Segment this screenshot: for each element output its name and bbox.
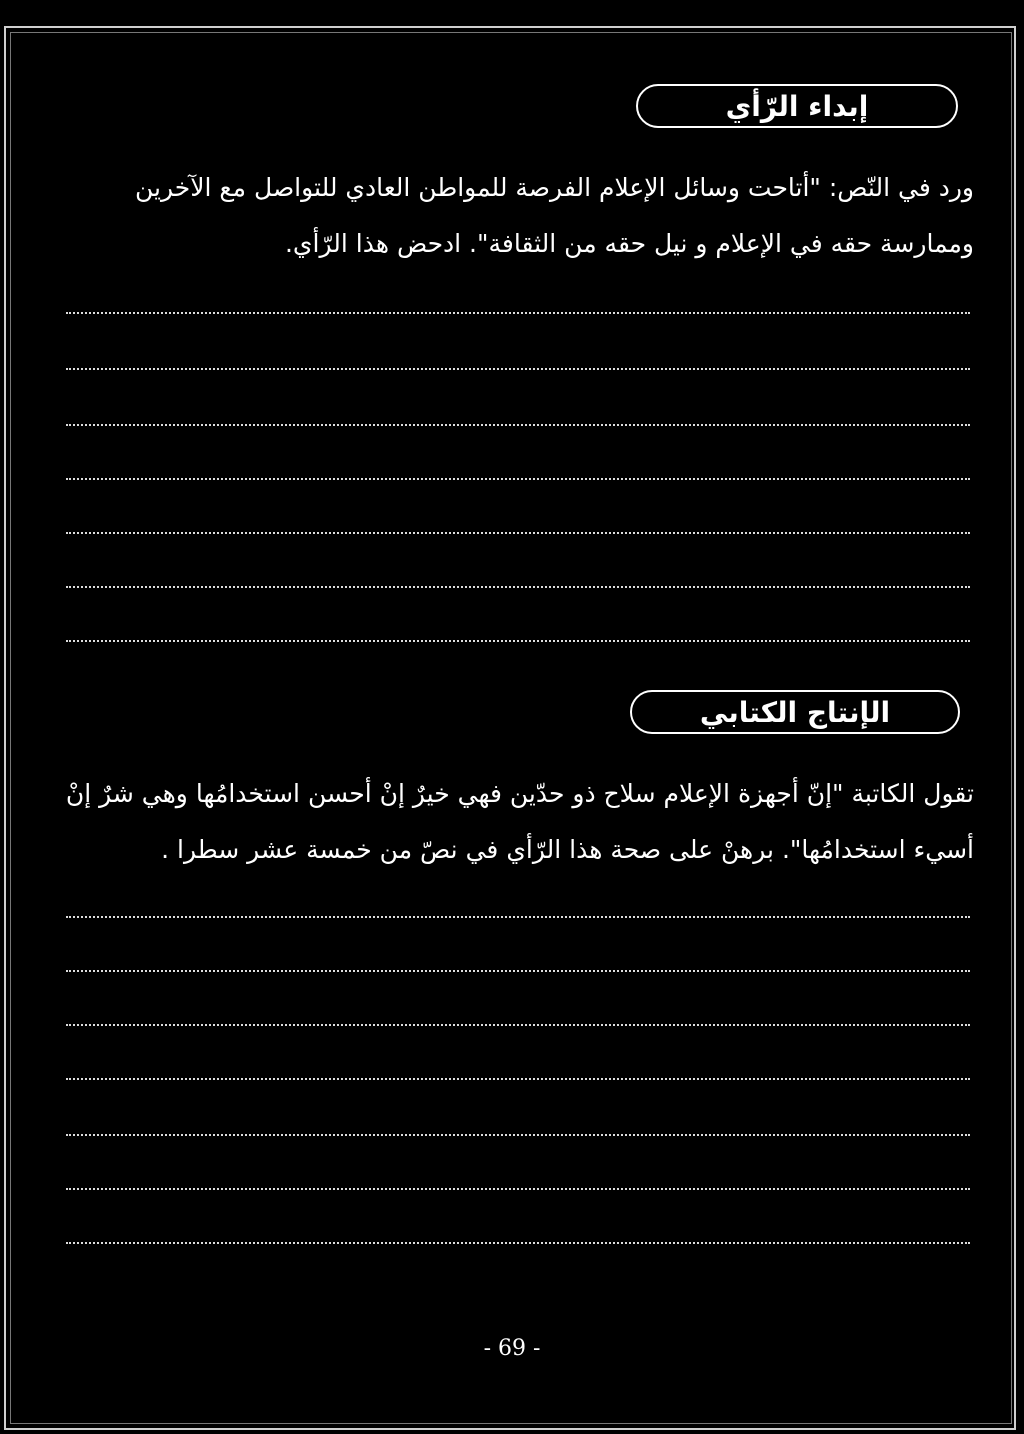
- answer-line[interactable]: [66, 424, 970, 426]
- answer-line[interactable]: [66, 1188, 970, 1190]
- answer-line[interactable]: [66, 640, 970, 642]
- prompt-line: أسيء استخدامُها". برهنْ على صحة هذا الرّأي في نصّ من خمسة عشر سطرا .: [161, 835, 974, 864]
- section-heading-writing: الإنتاج الكتابي: [630, 690, 960, 734]
- section-heading-opinion: إبداء الرّأي: [636, 84, 958, 128]
- answer-line[interactable]: [66, 368, 970, 370]
- page-number: - 69 -: [483, 1336, 541, 1361]
- answer-line[interactable]: [66, 312, 970, 314]
- answer-line[interactable]: [66, 970, 970, 972]
- answer-line[interactable]: [66, 586, 970, 588]
- answer-line[interactable]: [66, 1078, 970, 1080]
- prompt-line: تقول الكاتبة "إنّ أجهزة الإعلام سلاح ذو حدّين فهي خيرٌ إنْ أحسن استخدامُها وهي شرٌ إنْ: [65, 779, 974, 808]
- answer-line[interactable]: [66, 1134, 970, 1136]
- answer-line[interactable]: [66, 478, 970, 480]
- prompt-line: وممارسة حقه في الإعلام و نيل حقه من الثقافة". ادحض هذا الرّأي.: [284, 229, 974, 258]
- answer-line[interactable]: [66, 532, 970, 534]
- answer-line[interactable]: [66, 1242, 970, 1244]
- answer-line[interactable]: [66, 1024, 970, 1026]
- answer-line[interactable]: [66, 916, 970, 918]
- prompt-line: ورد في النّص: "أتاحت وسائل الإعلام الفرصة للمواطن العادي للتواصل مع الآخرين: [134, 173, 974, 202]
